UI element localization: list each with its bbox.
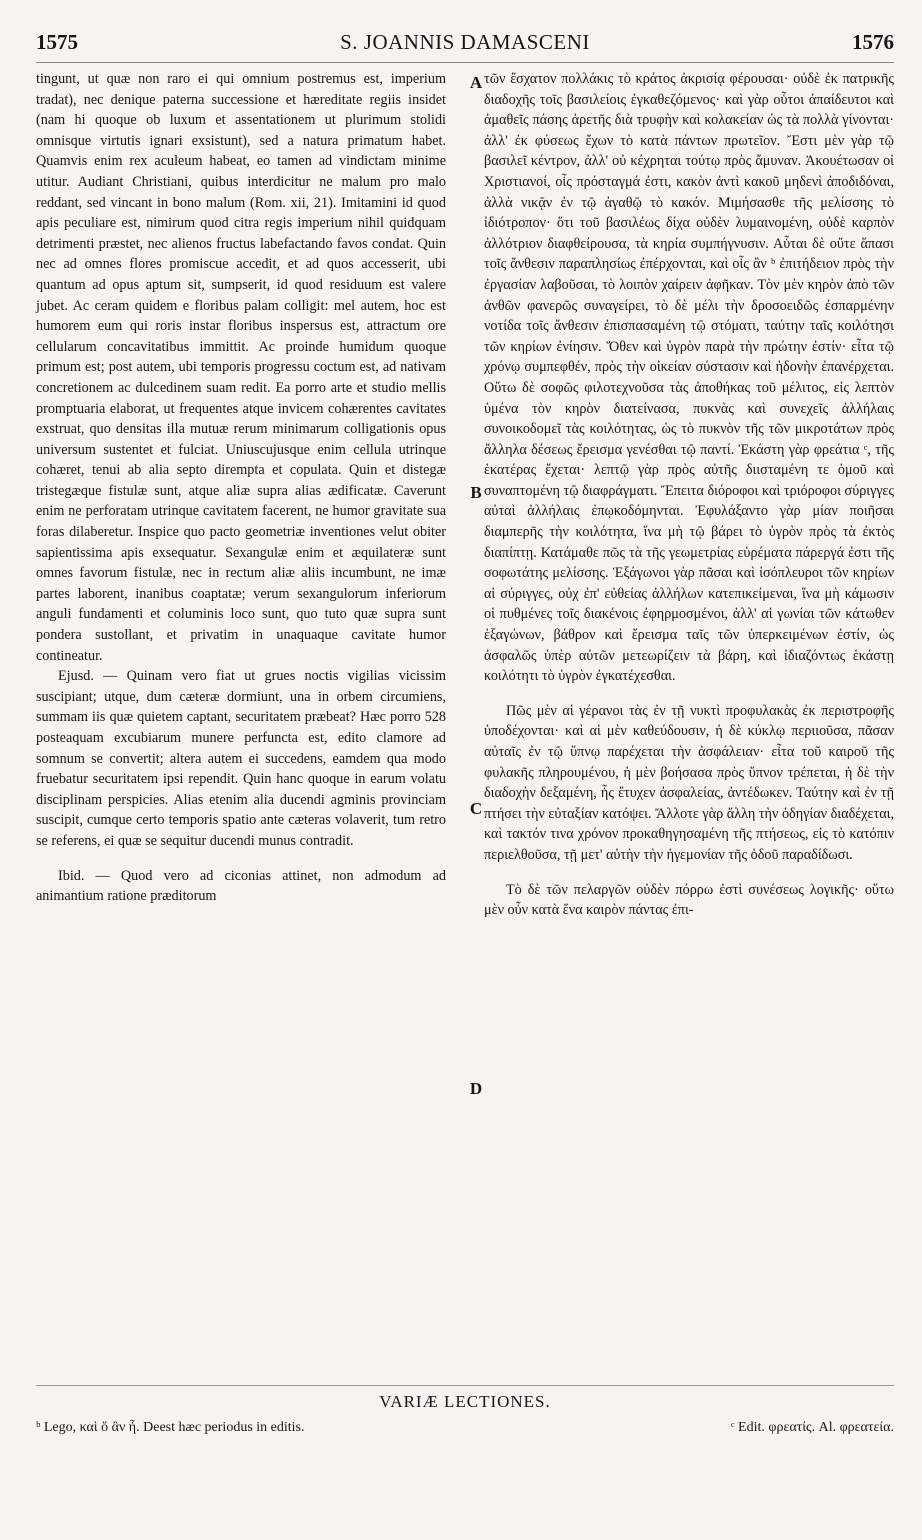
running-title: S. JOANNIS DAMASCENI — [340, 30, 590, 54]
page-header — [36, 30, 894, 63]
footnotes — [36, 1420, 894, 1436]
greek-column — [484, 69, 894, 1379]
greek-paragraph: Πῶς μὲν αἱ γέρανοι τὰς ἐν τῇ νυκτὶ προφυλακὰς ἐκ περιστροφῆς ὑποδέχονται· καὶ αἱ μὲν καθεύδουσιν, ἡ δὲ κύκλῳ περιιοῦσα, πᾶσαν αὐταῖς ἐν τῷ ὕπνῳ παρέχεται τὴν ἀσφάλειαν· εἶτα τοῦ καιροῦ τῆς φυλακῆς πληρουμένου, ἡ μὲν βοήσασα πρὸς ὕπνον τρέπεται, ἡ δὲ τὴν διαδοχὴν δεξαμένη, ἧς ἔτυχεν ἀσφαλείας, ἀντέδωκεν. Ταύτην καὶ ἐν τῇ πτήσει τὴν εὐταξίαν κατόψει. Ἄλλοτε γὰρ ἄλλη τὴν ὁδηγίαν διαδέχεται, καὶ τακτόν τινα χρόνον προκαθηγησαμένη τῆς πτήσεως, εἰς τὸ κατόπιν περιελθοῦσα, τῇ μετ' αὐτὴν τὴν ἡγεμονίαν τῆς ὁδοῦ παραδίδωσι. — [484, 702, 894, 863]
footnote-b: ᵇ Lego, καὶ ὅ ἂν ἦ. Deest hæc periodus in editis. — [36, 1420, 305, 1435]
footnote-c: ᶜ Edit. φρεατίς. Al. φρεατεία. — [730, 1420, 894, 1435]
variae-lectiones-heading: VARIÆ LECTIONES. — [36, 1385, 894, 1412]
right-page-number: 1576 — [852, 30, 894, 54]
latin-paragraph: Ejusd. — Quinam vero fiat ut grues noctis vigilias vicissim suscipiant; utque, dum cæteræ dormiunt, una in orbem circumiens, summam iis quæ quietem captant, securitatem præbeat? Hæc porro 528 posteaquam excubiarum munere perfuncta est, edito clamore ad somnum se convertit; altera autem ei succedens, eamdem qua modo fruebatur securitatem ipsi rependit. Quin hanc quoque in earum volatu disciplinam perspicies. Alias etenim alia ducendi agminis provinciam suscipit, cumque certo temporis spatio ante cæteras volaverit, tum retro se referens, ei quæ se sequitur ducendi munus contradit. — [36, 668, 446, 849]
section-marker-b: B — [470, 483, 482, 502]
section-marker-a: A — [469, 73, 483, 92]
latin-paragraph: Ibid. — Quod vero ad ciconias attinet, non admodum ad animantium ratione præditorum — [36, 867, 446, 905]
latin-column — [36, 69, 446, 1379]
left-page-number: 1575 — [36, 30, 78, 54]
section-marker-c: C — [469, 799, 483, 818]
section-marker-d: D — [469, 1079, 483, 1098]
greek-paragraph: τῶν ἔσχατον πολλάκις τὸ κράτος ἀκρισίᾳ φέρουσαι· οὐδὲ ἐκ πατρικῆς διαδοχῆς τοῖς βασιλείοις ἐγκαθεζόμενος· καὶ γὰρ οὗτοι ἀπαίδευτοι καὶ ἀμαθεῖς πάσης ἀρετῆς διὰ τρυφὴν καὶ κολακείαν ὡς τὰ πολλὰ γίνονται· ἀλλ' ἐκ φύσεως ἔχων τὸ κατὰ πάντων πρωτεῖον. Ἔστι μὲν γὰρ τῷ βασιλεῖ κέντρον, ἀλλ' οὐ κέχρηται τούτῳ πρὸς ἄμυναν. Ἀκουέτωσαν οἱ Χριστιανοί, οἷς πρόσταγμά ἐστι, κακὸν ἀντὶ κακοῦ μηδενὶ ἀποδιδόναι, ἀλλὰ νικᾷν ἐν τῷ ἀγαθῷ τὸ κακόν. Μιμήσασθε τῆς μελίσσης τὸ ἰδιότροπον· ὅτι τοῦ βασιλέως δίχα οὐδὲν λυμαινομένη, οὐδὲ καρπὸν ἀλλότριον διαφθείρουσα, τὰ κηρία συμπήγνυσιν. Αὗται δὲ οὔτε ἅπασι τοῖς ἄνθεσιν παραπλησίως ἐπέρχονται, καὶ οἷς ἂν ᵇ ἐπιτήδειον πρὸς τὴν ἐργασίαν λαβοῦσαι, τὸ λοιπὸν χαίρειν ἀφῆκαν. Τὸν μὲν κηρὸν ἀπὸ τῶν ἀνθῶν φανερῶς συναγείρει, τὸ δὲ μέλι τὴν δροσοειδῶς ἐσπαρμένην νοτίδα τοῖς ἄνθεσιν ἐπισπασαμένη τῷ στόματι, ταύτην ταῖς κοιλότησι τῶν κηρίων ἐνίησιν. Ὅθεν καὶ ὑγρὸν παρὰ τὴν πρώτην ἐστίν· εἶτα τῷ χρόνῳ συμπεφθέν, πρὸς τὴν οἰκείαν σύστασιν καὶ ἡδονὴν ἐπανέρχεται. Οὕτω δὲ σοφῶς φιλοτεχνοῦσα τὰς ἀποθήκας τοῦ μέλιτος, εἰς λεπτὸν ὑμένα τὸν κηρὸν διατείνασα, πυκνὰς καὶ συνεχεῖς ἀλλήλαις συνοικοδομεῖ τὰς κοιλότητας, ὡς τὸ πυκνὸν τῆς τῶν μικροτάτων πρὸς ἄλληλα δέσεως ἔρεισμα γενέσθαι τῷ παντί. Ἑκάστη γὰρ φρεάτια ᶜ, τῆς ἑκατέρας ἔχεται· λεπτῷ γὰρ πρὸς αὐτῆς διισταμένη τε ὁμοῦ καὶ συναπτομένη τῷ διαφράγματι. Ἔπειτα διόροφοι καὶ τριόροφοι σύριγγες αὐταὶ ἀλλήλαις ἐπῳκοδόμηνται. Ἐφυλάξαντο γὰρ μίαν ποιῆσαι διαμπερῆς τὴν κοιλότητα, ἵνα μὴ τῷ βάρει τὸ ὑγρὸν πρὸς τὰ ἐκτὸς διαπίπτῃ. Κατάμαθε πῶς τὰ τῆς γεωμετρίας εὑρέματα πάρεργά ἐστι τῆς σοφωτάτης μελίσσης. Ἑξάγωνοι γὰρ πᾶσαι καὶ ἰσόπλευροι τῶν κηρίων αἱ σύριγγες, οὐχ ἐπ' εὐθείας ἀλλήλων κατεπικείμεναι, ἵνα μὴ κάμωσιν οἱ πυθμένες τοῖς διακένοις ἐφηρμοσμένοι, ἀλλ' αἱ γωνίαι τῶν κάτωθεν ἑξαγώνων, βάθρον καὶ ἔρεισμα ταῖς τῶν ὑπερκειμένων ἐστίν, ὡς ἀσφαλῶς ὑπὲρ αὐτῶν μετεωρίζειν τὰ βάρη, καὶ ἰδιαζόντως ἑκάστῃ κοιλότητι τὸ ὑγρὸν ἐγκατέχεσθαι. — [484, 71, 894, 685]
greek-paragraph: Τὸ δὲ τῶν πελαργῶν οὐδὲν πόρρω ἐστὶ συνέσεως λογικῆς· οὕτω μὲν οὖν κατὰ ἕνα καιρὸν πάντας ἐπι- — [484, 881, 894, 919]
latin-paragraph: tingunt, ut quæ non raro ei qui omnium postremus est, imperium tradat), nec denique paterna successione et hæreditate regiis insidet (nam hi quoque ob luxum et assentationem ut plurimum stolidi omnisque virtutis ignari exsistunt), sed a natura primatum habet. Quamvis enim rex aculeum habeat, eo tamen ad vindictam minime utitur. Audiant Christiani, quibus interdicitur ne malum pro malo reddant, sed vincant in bono malum (Rom. xii, 21). Imitamini id quod apis peculiare est, nimirum quod citra regis imperium nihil quidquam detrimenti præstet, nec alienos fructus labefactando favos condat. Quin nec ad omnes flores promiscue accedit, et ad quos accesserit, ubi quantum ad opus aptum sit, sumpserit, id quod residuum est valere jubet. Ac ceram quidem e floribus palam colligit: mel autem, hoc est humorem eum qui roris instar floribus inspersus est, attractum ore cellularum concavitatibus immittit. Ac proinde humidum quoque primum est; post autem, ubi temporis progressu coctum est, ad nativam concretionem ac dulcedinem suam redit. Ea porro arte et studio mellis promptuaria elaborat, ut frequentes atque invicem cohærentes cavitates exstruat, quo densitas illa mutuæ rerum minimarum colligationis opus universum sustentet et fulciat. Uniuscujusque enim cellula utrinque cohæret, tenui ab alia septo dirempta et copulata. Quin et distegæ tristegæque fistulæ sunt, atque aliæ supra alias ædificatæ. Caverunt enim ne perforatam utrinque cavitatem facerent, ne humor gravitate sua foras dilaberetur. Inspice quo pacto geometriæ inventiones velut obiter sapientissima apis exsequatur. Sexangulæ enim et æquilateræ sunt omnes favorum fistulæ, nec in rectum aliæ aliis incumbunt, ne imæ partes laborent, inanibus coaptatæ; verum sexangulorum inferiorum anguli fundamenti et columinis loco sunt, quo tuto quæ supra sunt pondera sustollant, et privatim in unaquaque cavitate humor contineatur. — [36, 71, 446, 664]
text-columns — [36, 69, 894, 1379]
